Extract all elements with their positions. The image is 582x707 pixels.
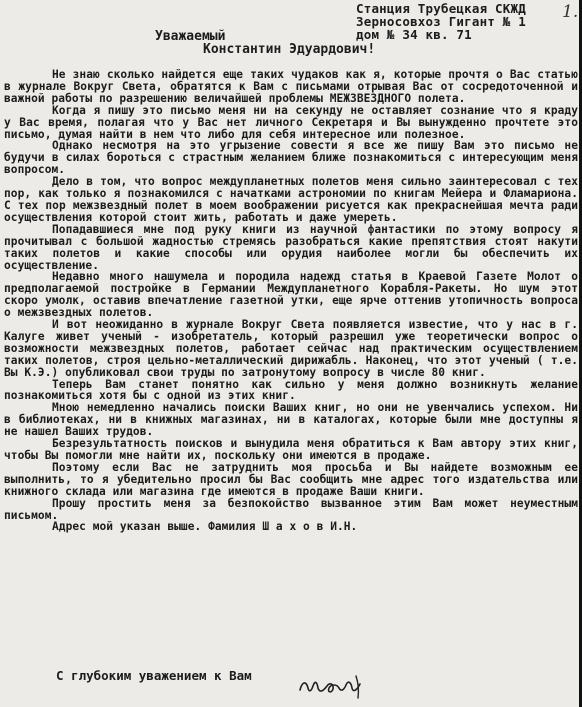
paragraph: Не знаю сколько найдется еще таких чудаков как я, которые прочтя о Вас статью в журнале Вокруг Света, обратятся к Вам с письмами отрывая Вас от сосредоточенной и важной работы по разрешению величайшей проблемы МЕЖЗВЕЗДНОГО полета.	[4, 68, 578, 105]
paragraph: Адрес мой указан выше. Фамилия Ш а х о в И.Н.	[52, 520, 358, 534]
salutation	[155, 30, 375, 56]
salutation-line-1: Уважаемый	[155, 29, 226, 44]
handwritten-signature	[296, 668, 368, 700]
paragraph: Когда я пишу это письмо меня ни на секунду не оставляет сознание что я краду у Вас время, полагая что у Вас нет личного Секретаря и Вы вынужденно прочтете это письмо, думая найти в нем что либо для себя интересное или полезное.	[4, 103, 578, 141]
paragraph: Недавно много нашумела и породила надежд статья в Краевой Газете Молот о предполагаемой постройке в Германии Междупланетного Корабля-Ракеты. Но шум этот скоро умолк, оставив впечатление газетной утки, еще ярче оттенив утопичность вопроса о межзвездных полетов.	[4, 270, 578, 320]
paragraph: Поэтому если Вас не затруднить моя просьба и Вы найдете возможным ее выполнить, то я убедительно просил бы Вас сообщить мне адрес того издательства или книжного склада или магазина где имеются в продаже Ваши книги.	[4, 460, 578, 498]
paragraph: Однако несмотря на это угрызение совести я все же пишу Вам это письмо не будучи в силах бороться с страстным желанием ближе познакомиться с интересующим меня вопросом.	[4, 139, 578, 177]
closing-line: С глубоким уважением к Вам	[56, 668, 252, 683]
paragraph: Мною немедленно начались поиски Ваших книг, но они не увенчались успехом. Ни в библиотеках, ни в книжных магазинах, ни в каталогах, которые были мне доступны я не нашел Ваших трудов.	[4, 401, 578, 439]
salutation-line-2: Константин Эдуардович!	[203, 42, 376, 57]
address-line-house: дом № 34 кв. 71	[356, 27, 472, 42]
paragraph: Дело в том, что вопрос междупланетных полетов меня сильно заинтересовал с тех пор, как только я познакомился с начатками астрономии по книгам Мейера и Фламариона. С тех пор межзвездный полет в моем воображении рисуется как прекраснейшая мечта ради осуществления которой стоит жить, работать и даже умереть.	[4, 175, 578, 224]
paragraph: Теперь Вам станет понятно как сильно у меня должно возникнуть желание познакомиться хотя бы с одной из этих книг.	[4, 377, 578, 403]
paragraph: Прошу простить меня за безпокойство вызванное этим Вам может неуместным письмом.	[4, 496, 578, 522]
address-line-farm: Зерносовхоз Гигант № 1	[356, 14, 526, 29]
sender-address	[356, 2, 526, 41]
page-number: 1.	[562, 2, 579, 22]
paragraph: Попадавшиеся мне под руку книги из научной фантастики по этому вопросу я прочитывал с большой жадностью стремясь разобраться какие препятствия стоят накути таких полетов и какие способы или орудия наиболее могли бы обеспечить их осуществление.	[4, 222, 578, 272]
letter-body	[4, 69, 578, 533]
paragraph: Безрезультатность поисков и вынудила меня обратиться к Вам автору этих книг, чтобы Вы помогли мне найти их, поскольку они имеются в продаже.	[4, 437, 578, 462]
paragraph: И вот неожиданно в журнале Вокруг Света появляется известие, что у нас в г. Калуге живет ученый - изобретатель, который разрешил уже теоретически вопрос о возможности межзвездных полетов, работает сейчас над практическим осуществлением таких полетов, строя цельно-металлический дирижабль. Наконец, что этот ученый ( т.е. Вы К.Э.) опубликовал свои труды по затронутому вопросу в числе 80 книг.	[4, 318, 578, 379]
address-line-station: Станция Трубецкая СКЖД	[356, 1, 526, 16]
